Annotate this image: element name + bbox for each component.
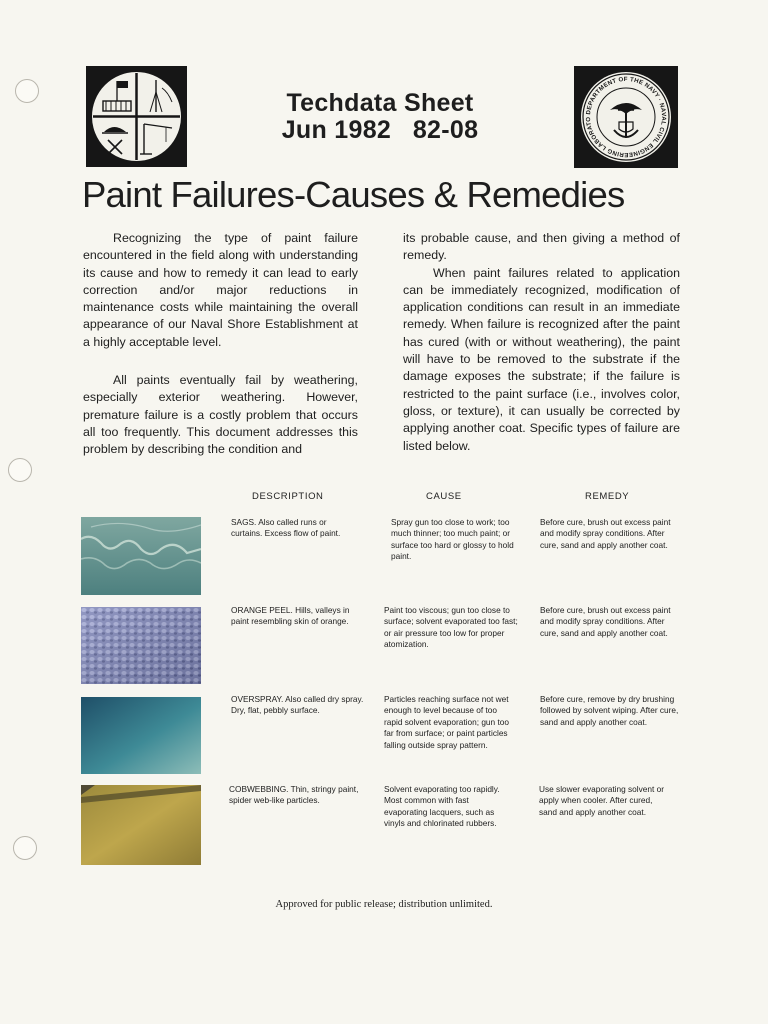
techdata-heading: [210, 90, 550, 144]
sags-description: SAGS. Also called runs or curtains. Excess flow of paint.: [231, 517, 341, 539]
overspray-cause: Particles reaching surface not wet enough to level because of too rapid solvent evaporation; gun too far from surface; or paint particles falling outside spray pattern.: [384, 694, 510, 750]
facilities-emblem-icon: [86, 66, 187, 167]
seal-text: DEPARTMENT OF THE NAVY · NAVAL CIVIL ENGINEERING LABORATO: [584, 75, 668, 159]
intro-paragraph-4: When paint failures related to application can be immediately recognized, modification of application conditions can result in an immediate remedy. When failure is recognized after the paint has cured (with or without weathering), the paint will have to be removed to the substrate if the damage exposes the substrate; if the failure is restricted to the paint surface (i.e., involves color, gloss, or texture), it can usually be corrected by applying another coat. Specific types of failure are listed below.: [403, 265, 680, 453]
intro-paragraph-3: its probable cause, and then giving a method of remedy.: [403, 231, 680, 263]
document-title: Paint Failures-Causes & Remedies: [82, 174, 625, 215]
sags-remedy: Before cure, brush out excess paint and modify spray conditions. After cure, sand and apply another coat.: [540, 517, 671, 550]
orange-peel-description: ORANGE PEEL. Hills, valleys in paint resembling skin of orange.: [231, 605, 350, 627]
cobwebbing-remedy: Use slower evaporating solvent or apply when cooler. After cured, sand and apply another coat.: [539, 784, 664, 817]
binder-hole-bottom: [13, 836, 37, 860]
orange-peel-swatch-icon: [81, 607, 201, 684]
intro-left-column: [83, 230, 358, 459]
cobwebbing-cause: Solvent evaporating too rapidly. Most common with fast evaporating lacquers, such as vinyls and chlorinated rubbers.: [384, 784, 500, 829]
intro-right-column: [403, 230, 680, 455]
overspray-description: OVERSPRAY. Also called dry spray. Dry, flat, pebbly surface.: [231, 694, 364, 716]
release-statement: Approved for public release; distribution unlimited.: [275, 899, 493, 910]
orange-peel-remedy: Before cure, brush out excess paint and modify spray conditions. After cure, sand and apply another coat.: [540, 605, 671, 638]
overspray-remedy: Before cure, remove by dry brushing followed by solvent wiping. After cure, sand and apply another coat.: [540, 694, 679, 727]
intro-paragraph-1: Recognizing the type of paint failure encountered in the field along with understanding its cause and how to remedy it can lead to early correction and/or major reductions in maintenance costs while maintaining the overall appearance of our Naval Shore Establishment at a highly acceptable level.: [83, 231, 358, 349]
techdata-title: Techdata Sheet: [286, 89, 474, 117]
orange-peel-cause: Paint too viscous; gun too close to surface; solvent evaporated too fast; or air pressure too low for proper atomization.: [384, 605, 518, 650]
header-remedy: REMEDY: [585, 491, 630, 502]
sags-cause: Spray gun too close to work; too much thinner; too much paint; or surface too hard or glossy to hold paint.: [391, 517, 514, 562]
intro-paragraph-2: All paints eventually fail by weathering, especially exterior weathering. However, premature failure is a costly problem that occurs all too frequently. This document addresses this problem by describing the condition and: [83, 373, 358, 457]
navy-seal-icon: [574, 66, 678, 168]
binder-hole-middle: [8, 458, 32, 482]
header-cause: CAUSE: [426, 491, 462, 502]
binder-hole-top: [15, 79, 39, 103]
techdata-date-number: Jun 1982 82-08: [281, 116, 479, 144]
sags-swatch-icon: [81, 517, 201, 595]
cobwebbing-description: COBWEBBING. Thin, stringy paint, spider web-like particles.: [229, 784, 359, 806]
overspray-swatch-icon: [81, 697, 201, 774]
cobwebbing-swatch-icon: [81, 785, 201, 865]
header-description: DESCRIPTION: [252, 491, 324, 502]
